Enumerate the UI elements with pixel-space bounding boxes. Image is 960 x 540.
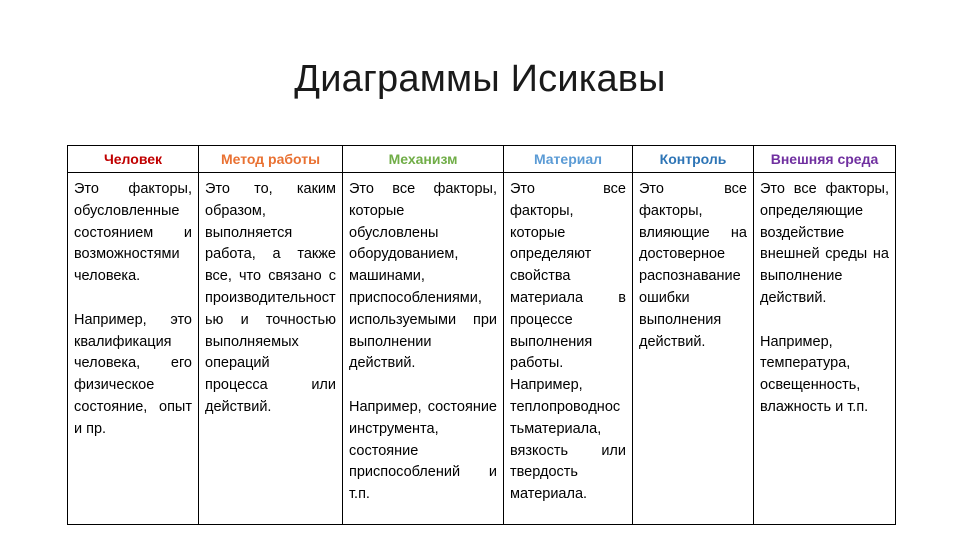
- cell-material-description: Это все факторы, которые определяют свойства материала в процессе выполнения работы. Например, теплопроводностьматериала, вязкость или твердость материала.: [510, 181, 626, 503]
- cell-material: [504, 173, 633, 525]
- header-material: Материал: [504, 146, 633, 173]
- cell-man: [68, 173, 199, 525]
- cell-control: [633, 173, 754, 525]
- ishikawa-factors-table: [67, 145, 896, 525]
- slide-title: Диаграммы Исикавы: [294, 58, 666, 100]
- cell-machine-example: Например, состояние инструмента, состояние приспособлений и т.п.: [349, 398, 497, 503]
- header-control: Контроль: [633, 146, 754, 173]
- cell-environment: [754, 173, 896, 525]
- cell-man-example: Например, это квалификация человека, его физическое состояние, опыт и пр.: [74, 311, 192, 437]
- table-row: [68, 173, 896, 525]
- cell-control-description: Это все факторы, влияющие на достоверное распознавание ошибки выполнения действий.: [639, 181, 747, 350]
- header-man: Человек: [68, 146, 199, 173]
- cell-man-description: Это факторы, обусловленные состоянием и возможностями человека.: [74, 181, 192, 285]
- header-machine: Механизм: [343, 146, 504, 173]
- cell-method-description: Это то, каким образом, выполняется работа, а также все, что связано с производительностью и точностью выполняемых операций процесса или действий.: [205, 181, 336, 415]
- cell-method: [199, 173, 343, 525]
- cell-environment-description: Это все факторы, определяющие воздействие внешней среды на выполнение действий.: [760, 181, 889, 306]
- header-environment: Внешняя среда: [754, 146, 896, 173]
- cell-environment-example: Например, температура, освещенность, влажность и т.п.: [760, 333, 869, 415]
- cell-machine-description: Это все факторы, которые обусловлены оборудованием, машинами, приспособлениями, используемыми при выполнении действий.: [349, 181, 497, 372]
- table-header-row: [68, 146, 896, 173]
- cell-machine: [343, 173, 504, 525]
- header-method: Метод работы: [199, 146, 343, 173]
